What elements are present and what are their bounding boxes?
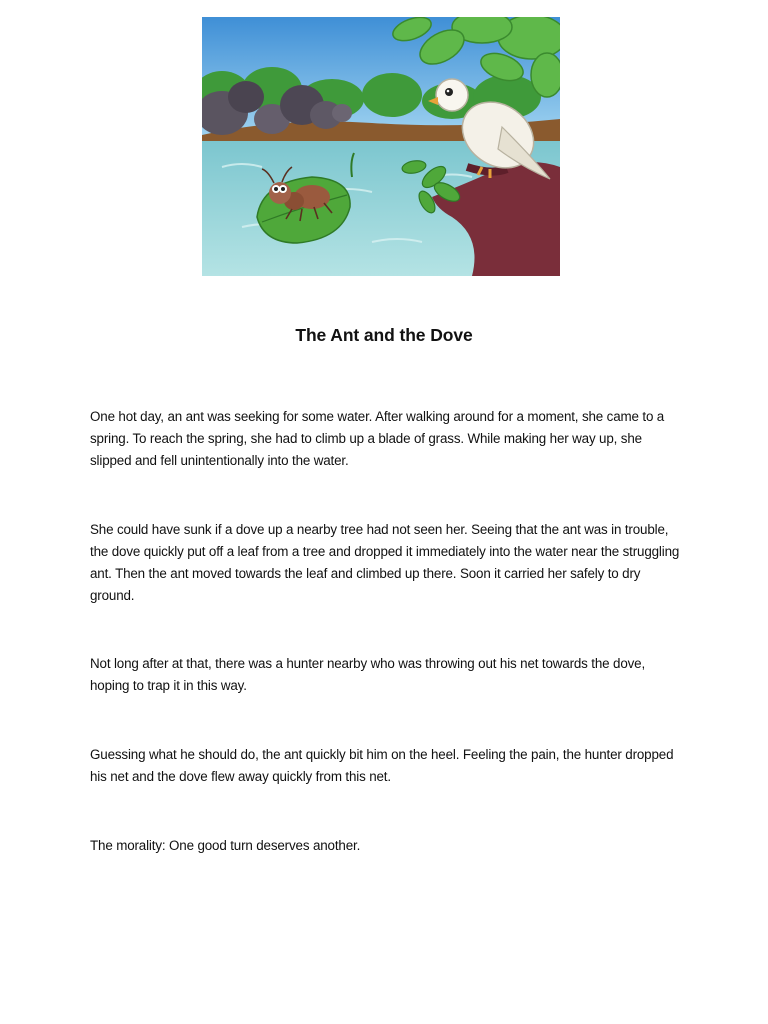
story-paragraph: One hot day, an ant was seeking for some water. After walking around for a moment, she came to a spring. To reach the spring, she had to climb up a blade of grass. While making her way up, she slipped and fell unintentionally into the water. — [90, 409, 665, 468]
story-illustration — [202, 17, 560, 276]
story-moral: The morality: One good turn deserves another. — [90, 838, 361, 853]
story-paragraph: She could have sunk if a dove up a nearby tree had not seen her. Seeing that the ant was in trouble, the dove quickly put off a leaf from a tree and dropped it immediately into the water near the struggling ant. Then the ant moved towards the leaf and climbed up there. Soon it carried her safely to dry ground. — [90, 522, 680, 603]
story-paragraph: Guessing what he should do, the ant quickly bit him on the heel. Feeling the pain, the hunter dropped his net and the dove flew away quickly from this net. — [90, 747, 674, 784]
story-title: The Ant and the Dove — [295, 325, 473, 345]
story-paragraph: Not long after at that, there was a hunter nearby who was throwing out his net towards the dove, hoping to trap it in this way. — [90, 656, 646, 693]
